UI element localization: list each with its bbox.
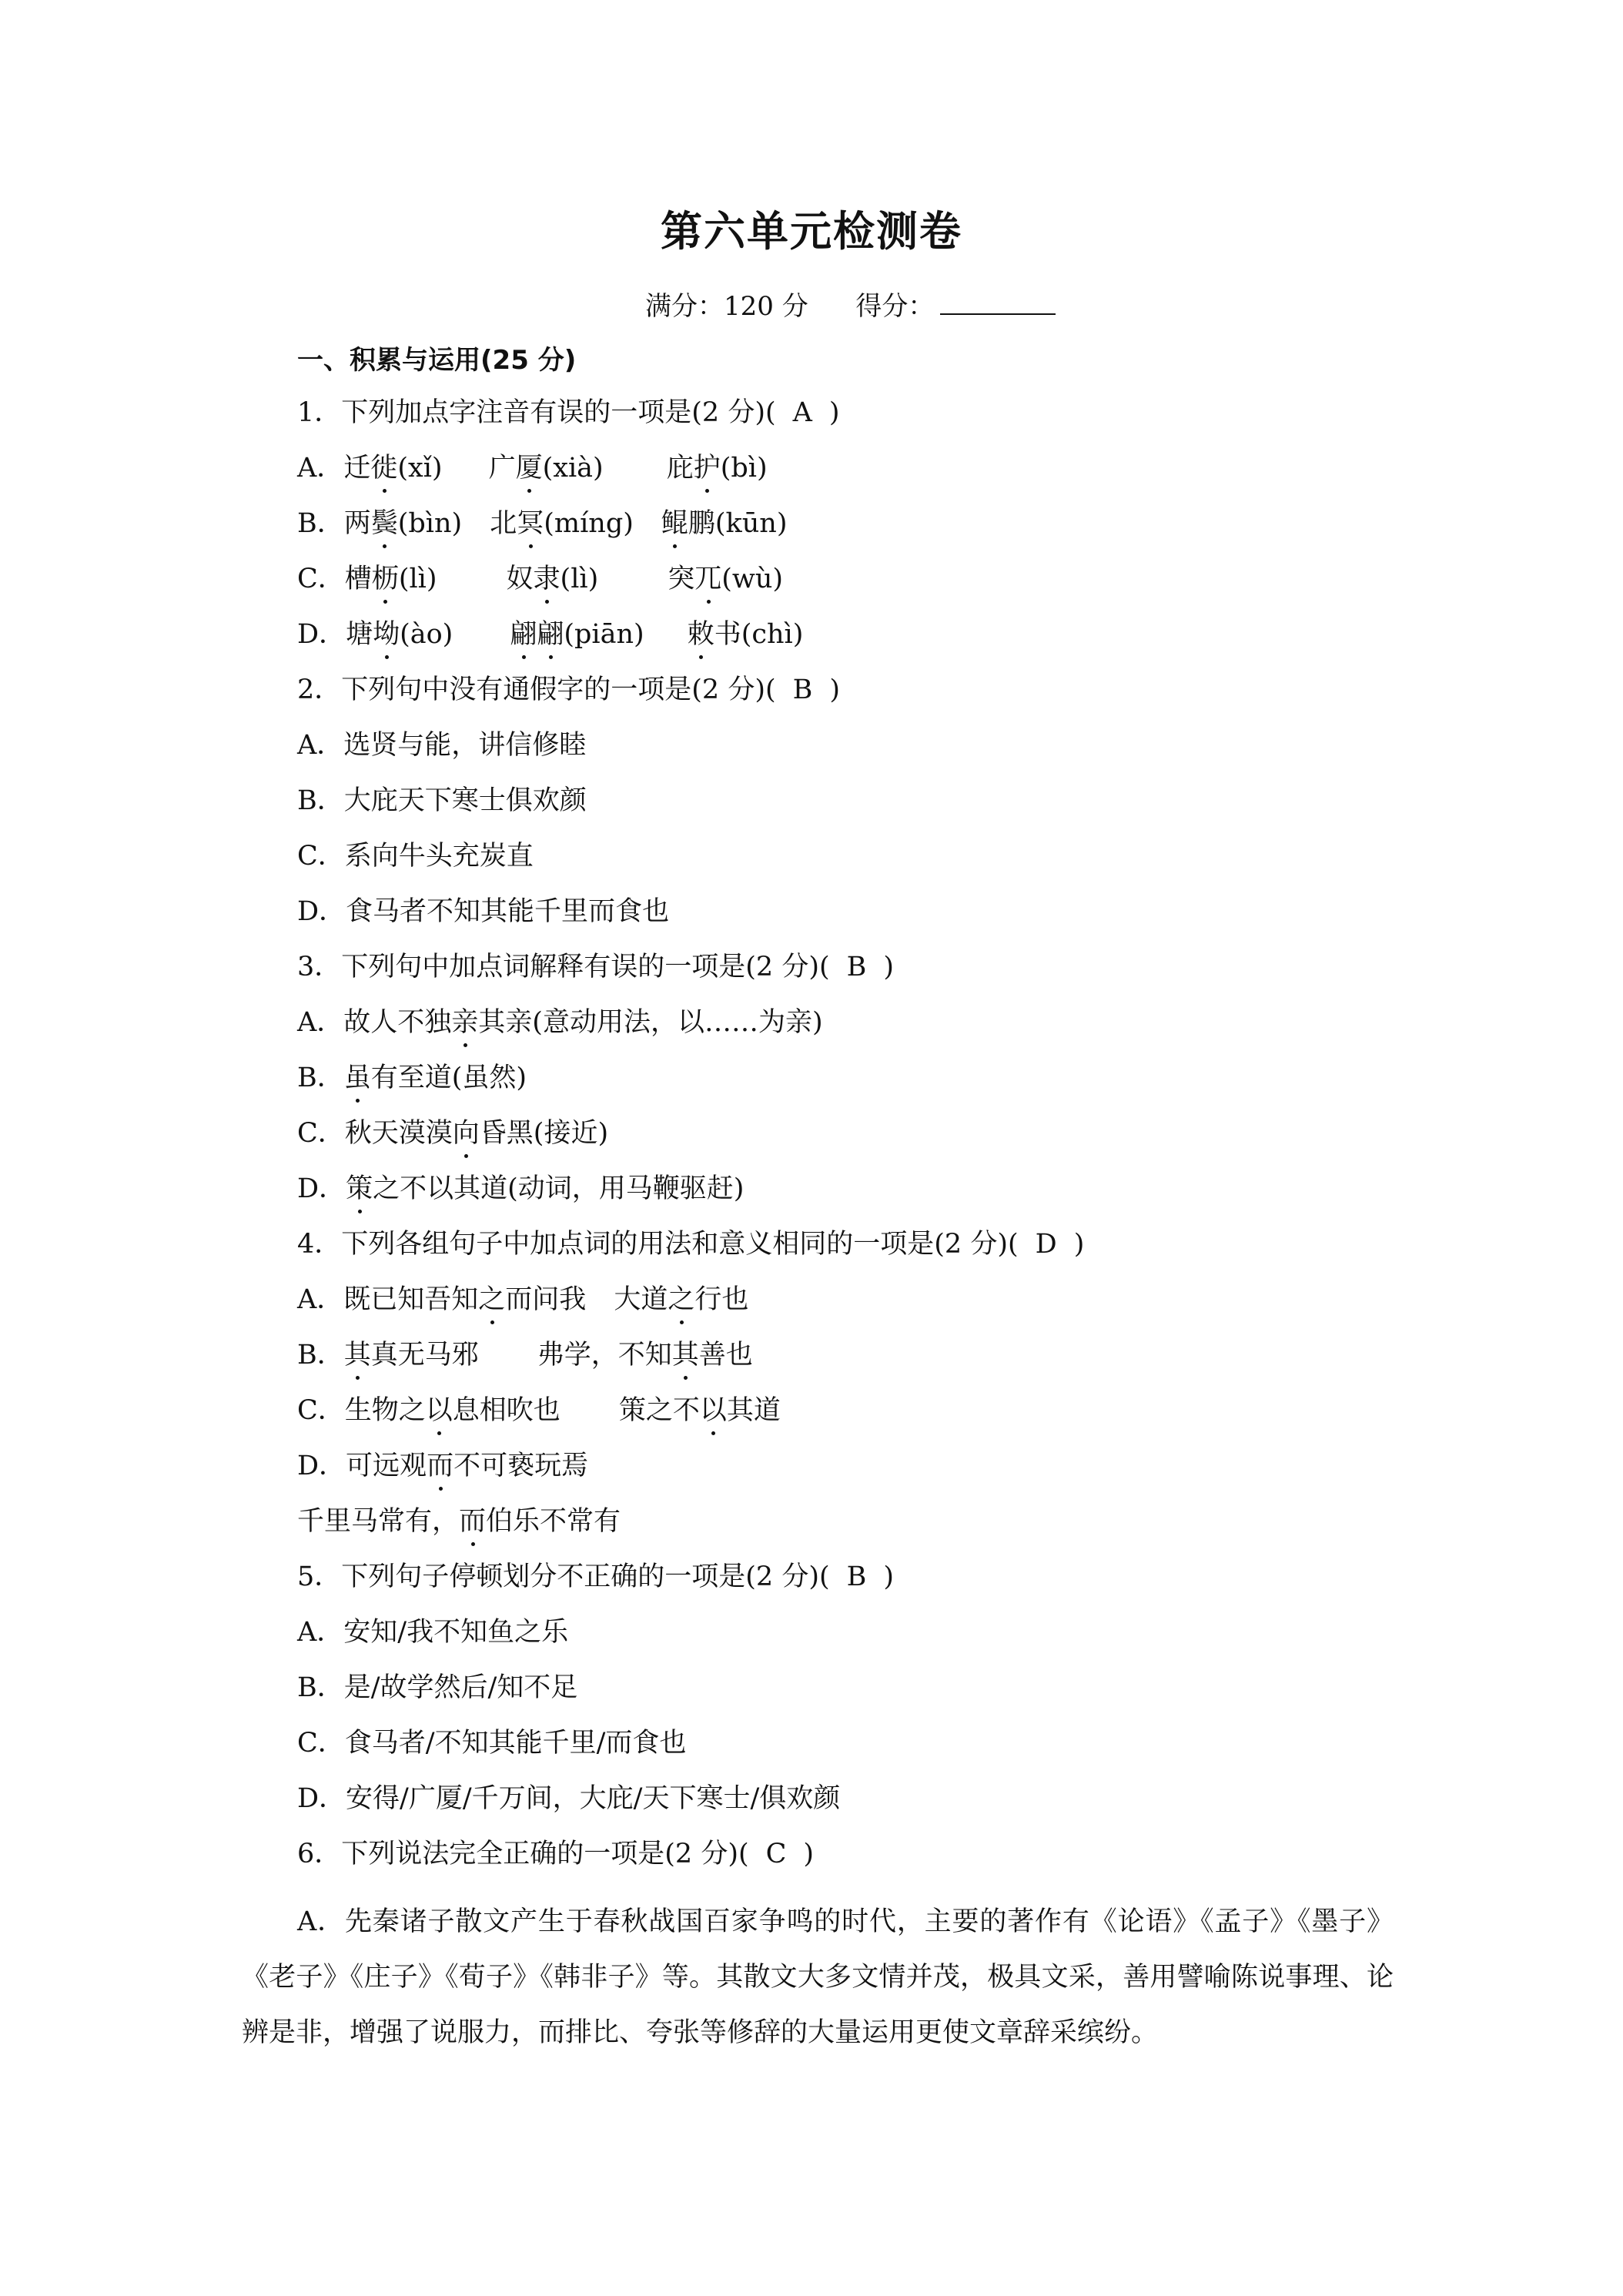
question-4-option-a: A．既已知吾知之而问我 大道之行也 [297,1281,748,1318]
question-2-option-c: C．系向牛头充炭直 [297,841,534,872]
question-3-option-c: C．秋天漠漠向昏黑(接近) [297,1115,608,1152]
question-6-stem: 6．下列说法完全正确的一项是(2 分)( C ) [297,1836,814,1873]
score-line [645,285,1056,323]
question-4-option-c: C．生物之以息相吹也 策之不以其道 [297,1392,781,1429]
question-5-option-a: A．安知/我不知鱼之乐 [297,1617,569,1648]
answer-6: C [765,1839,787,1869]
question-1-option-b: B．两鬓(bìn) 北冥(míng) 鲲鹏(kūn) [297,505,788,542]
answer-1: A [792,397,812,428]
question-2-option-a: A．选贤与能，讲信修睦 [297,730,587,761]
question-5-stem: 5．下列句子停顿划分不正确的一项是(2 分)( B ) [297,1558,894,1595]
question-1-option-c: C．槽枥(lì) 奴隶(lì) 突兀(wù) [297,561,783,597]
answer-5: B [846,1561,867,1592]
question-3-stem: 3．下列句中加点词解释有误的一项是(2 分)( B ) [297,949,894,986]
question-3-option-d: D．策之不以其道(动词，用马鞭驱赶) [297,1170,744,1207]
question-4-option-b: B．其真无马邪 弗学，不知其善也 [297,1337,753,1374]
question-4-option-d: D．可远观而不可亵玩焉 [297,1448,588,1484]
answer-4: D [1035,1229,1057,1260]
question-3-option-b: B．虽有至道(虽然) [297,1059,527,1096]
question-5-option-c: C．食马者/不知其能千里/而食也 [297,1728,687,1759]
question-1-option-d: D．塘坳(ào) 翩翩(piān) 敕书(chì) [297,616,803,653]
answer-3: B [846,952,867,982]
question-5-option-d: D．安得/广厦/千万间，大庇/天下寒士/俱欢颜 [297,1783,841,1814]
question-4-stem: 4．下列各组句子中加点词的用法和意义相同的一项是(2 分)( D ) [297,1226,1084,1263]
page-title: 第六单元检测卷 [661,207,962,256]
question-5-option-b: B．是/故学然后/知不足 [297,1672,578,1703]
question-4-option-d-line-2: 千里马常有，而伯乐不常有 [297,1503,621,1540]
question-1-stem: 1．下列加点字注音有误的一项是(2 分)( A ) [297,394,840,431]
full-marks: 满分：120 分 [645,291,808,322]
answer-2: B [792,674,813,705]
question-2-stem: 2．下列句中没有通假字的一项是(2 分)( B ) [297,671,840,708]
question-6-option-a: A．先秦诸子散文产生于春秋战国百家争鸣的时代，主要的著作有《论语》《孟子》《墨子》《老子》《庄子》《荀子》《韩非子》等。其散文大多文情并茂，极具文采，善用譬喻陈说事理、论辨是非，增强了说服力，而排比、夸张等修辞的大量运用更使文章辞采缤纷。 [242,1906,1394,2048]
section-heading: 一、积累与运用(25 分) [297,345,577,376]
question-2-option-d: D．食马者不知其能千里而食也 [297,896,670,927]
question-3-option-a: A．故人不独亲其亲(意动用法，以……为亲) [297,1004,823,1041]
score-label: 得分： [855,291,935,322]
question-1-option-a: A．迁徙(xǐ) 广厦(xià) 庇护(bì) [297,450,768,487]
score-blank[interactable] [940,290,1056,315]
question-2-option-b: B．大庇天下寒士俱欢颜 [297,785,587,816]
